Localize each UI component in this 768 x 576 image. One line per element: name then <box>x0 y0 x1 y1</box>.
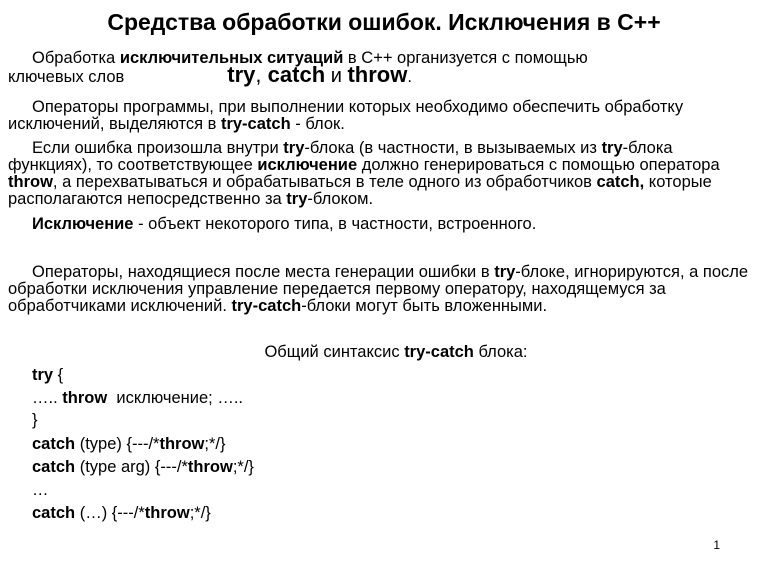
text: блока: <box>473 343 528 361</box>
paragraph-try-catch <box>8 99 760 133</box>
text: Если ошибка произошла внутри <box>32 139 284 157</box>
paragraph-operators <box>8 264 760 315</box>
text: -блока (в частности, в вызываемых из <box>304 139 602 157</box>
code-text: ;*/} <box>232 458 254 476</box>
code-line <box>32 411 38 429</box>
keywords-line <box>8 62 760 87</box>
code-text: (type arg) {---/* <box>75 458 188 476</box>
bold-term: try-catch <box>404 343 474 361</box>
bold-term: исключительных ситуаций <box>119 49 344 67</box>
bold-term: throw <box>8 173 53 191</box>
text: должно генерироваться с помощью оператора <box>357 156 720 174</box>
keyword-throw: throw <box>347 62 408 87</box>
text: которые располагаются непосредственно за <box>8 173 712 208</box>
bold-term: try-catch <box>220 115 291 133</box>
text: - блок. <box>290 115 345 133</box>
text: - объект некоторого типа, в частности, встроенного. <box>133 215 537 233</box>
code-line <box>32 389 243 407</box>
separator: и <box>325 65 348 87</box>
bold-term: Исключение <box>32 215 134 233</box>
syntax-heading <box>12 343 768 361</box>
code-line <box>32 366 63 384</box>
bold-term: try <box>286 190 308 208</box>
code-text: … <box>32 481 49 499</box>
page-number: 1 <box>713 538 720 552</box>
keyword-try: try <box>227 62 256 87</box>
text: -блоки могут быть вложенными. <box>301 297 548 315</box>
slide-title: Средства обработки ошибок. Исключения в С++ <box>107 9 661 35</box>
bold-term: try <box>601 139 623 157</box>
text: ключевых слов <box>8 68 125 86</box>
text: -блоком. <box>307 190 374 208</box>
code-text: { <box>53 366 64 384</box>
code-keyword: throw <box>144 504 190 522</box>
text: Операторы программы, при выполнении которых необходимо обеспечить обработку исключений, выделяются в <box>8 98 684 133</box>
bold-term: try-catch <box>231 297 302 315</box>
code-keyword: catch <box>32 458 76 476</box>
code-text: } <box>32 411 38 429</box>
paragraph-exception-def <box>8 216 768 233</box>
code-text: (type) {---/* <box>75 435 160 453</box>
bold-term: catch, <box>596 173 645 191</box>
code-text: ;*/} <box>189 504 211 522</box>
code-line <box>32 458 254 476</box>
code-line <box>32 504 211 522</box>
keyword-catch: catch <box>267 62 326 87</box>
code-line <box>32 481 49 499</box>
bold-term: исключение <box>257 156 358 174</box>
code-keyword: catch <box>32 504 76 522</box>
bold-term: try <box>283 139 305 157</box>
code-keyword: throw <box>159 435 205 453</box>
code-keyword: try <box>32 366 54 384</box>
code-text: исключение; ….. <box>107 389 243 407</box>
text: в С++ организуется с помощью <box>343 49 588 67</box>
code-text: (…) {---/* <box>75 504 145 522</box>
code-line <box>32 435 226 453</box>
paragraph-error <box>8 140 760 208</box>
code-text: ;*/} <box>204 435 226 453</box>
separator: , <box>255 62 268 87</box>
code-keyword: throw <box>62 389 108 407</box>
text: Операторы, находящиеся после места генерации ошибки в <box>32 263 495 281</box>
bold-term: try <box>494 263 516 281</box>
code-text: ….. <box>32 389 63 407</box>
text: , а перехватываться и обрабатываться в теле одного из обработчиков <box>52 173 597 191</box>
text: Обработка <box>32 49 120 67</box>
text: . <box>407 68 412 86</box>
code-keyword: catch <box>32 435 76 453</box>
text: Общий синтаксис <box>264 343 405 361</box>
text: -блока функциях), то соответствующее <box>8 139 673 174</box>
code-keyword: throw <box>187 458 233 476</box>
text: -блоке, игнорируются, а после обработки исключения управление передается первому оператору, находящемуся за обработчиками исключений. <box>8 263 749 315</box>
